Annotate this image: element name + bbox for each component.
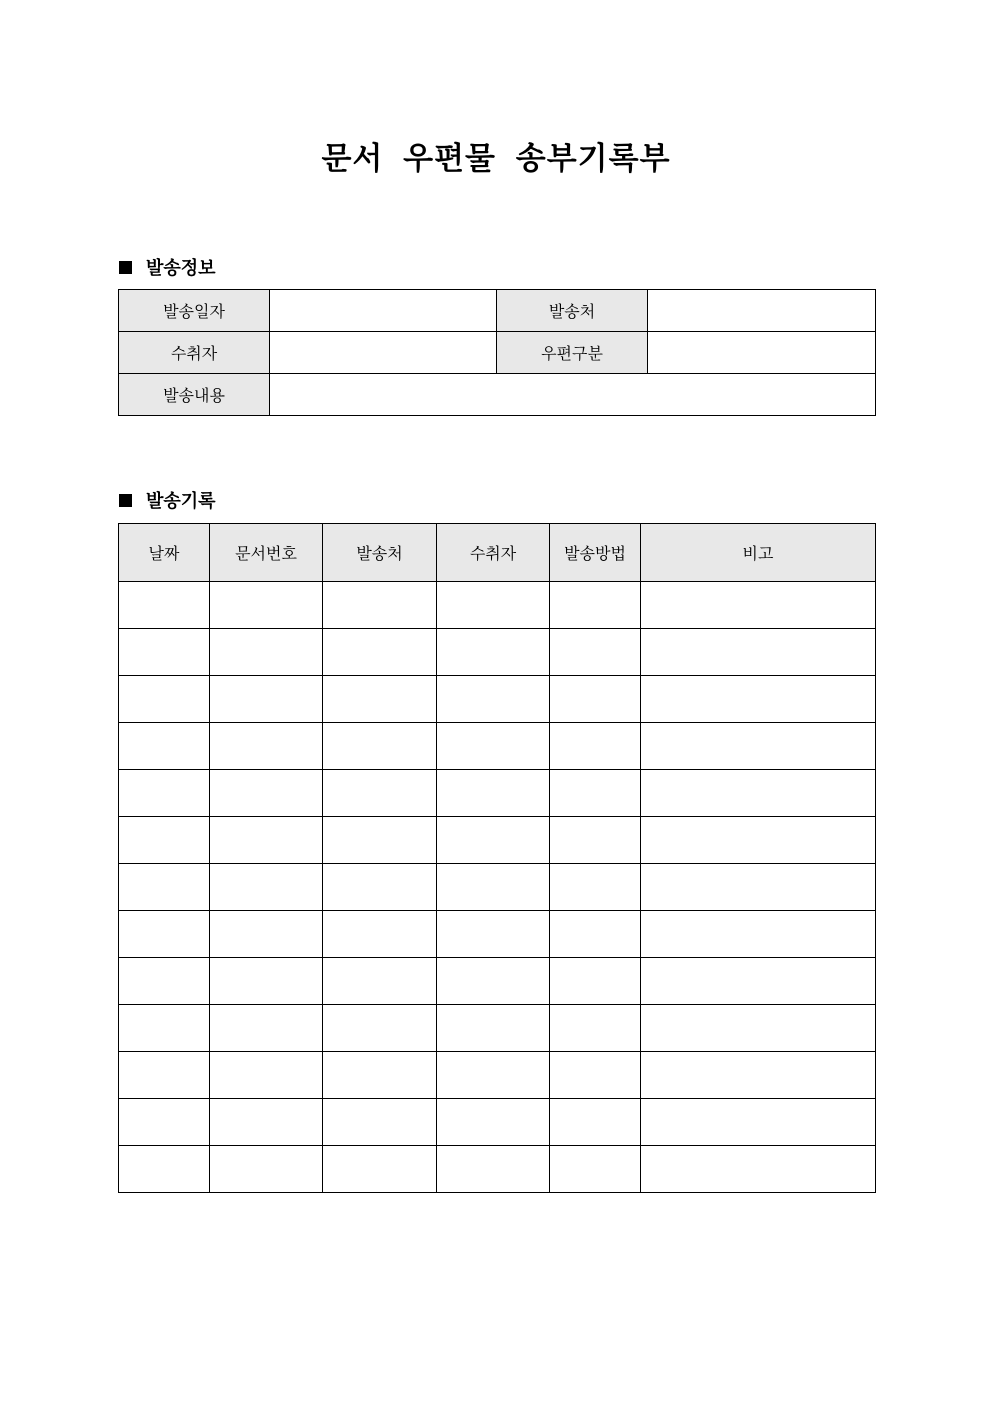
doc-number-cell[interactable] [210,582,323,629]
table-row [119,817,876,864]
table-row [119,1099,876,1146]
method-cell[interactable] [550,1052,641,1099]
destination-field[interactable] [648,290,876,332]
table-row [119,958,876,1005]
page-title: 문서 우편물 송부기록부 [321,141,671,177]
doc-number-cell[interactable] [210,864,323,911]
section-heading-records [119,487,216,513]
table-row [119,1146,876,1193]
date-cell[interactable] [119,958,210,1005]
table-header-row [119,524,876,582]
recipient-cell[interactable] [437,911,550,958]
method-cell[interactable] [550,1005,641,1052]
date-cell[interactable] [119,817,210,864]
info-row [119,332,876,374]
send-record-table [118,523,876,1193]
recipient-cell[interactable] [437,1052,550,1099]
remarks-cell[interactable] [641,1146,876,1193]
method-cell[interactable] [550,911,641,958]
method-cell[interactable] [550,817,641,864]
doc-number-cell[interactable] [210,1099,323,1146]
destination-cell[interactable] [323,911,437,958]
destination-cell[interactable] [323,582,437,629]
remarks-cell[interactable] [641,1005,876,1052]
table-row [119,629,876,676]
remarks-cell[interactable] [641,1052,876,1099]
square-bullet-icon [119,261,132,274]
column-header-recipient: 수취자 [437,524,550,582]
destination-cell[interactable] [323,770,437,817]
destination-cell[interactable] [323,1052,437,1099]
date-cell[interactable] [119,1099,210,1146]
date-cell[interactable] [119,864,210,911]
date-cell[interactable] [119,676,210,723]
method-cell[interactable] [550,958,641,1005]
table-row [119,676,876,723]
destination-label: 발송처 [497,290,648,332]
doc-number-cell[interactable] [210,770,323,817]
recipient-cell[interactable] [437,1099,550,1146]
recipient-cell[interactable] [437,629,550,676]
destination-cell[interactable] [323,1099,437,1146]
remarks-cell[interactable] [641,958,876,1005]
date-cell[interactable] [119,911,210,958]
column-header-method: 발송방법 [550,524,641,582]
method-cell[interactable] [550,676,641,723]
remarks-cell[interactable] [641,1099,876,1146]
doc-number-cell[interactable] [210,911,323,958]
method-cell[interactable] [550,770,641,817]
recipient-field[interactable] [270,332,497,374]
section-heading-label: 발송정보 [146,258,216,279]
recipient-label: 수취자 [119,332,270,374]
destination-cell[interactable] [323,1005,437,1052]
recipient-cell[interactable] [437,958,550,1005]
destination-cell[interactable] [323,1146,437,1193]
table-row [119,911,876,958]
recipient-cell[interactable] [437,817,550,864]
mail-type-label: 우편구분 [497,332,648,374]
content-field[interactable] [270,374,876,416]
remarks-cell[interactable] [641,911,876,958]
method-cell[interactable] [550,723,641,770]
table-row [119,1005,876,1052]
column-header-remarks: 비고 [641,524,876,582]
doc-number-cell[interactable] [210,723,323,770]
remarks-cell[interactable] [641,676,876,723]
doc-number-cell[interactable] [210,1146,323,1193]
date-cell[interactable] [119,1146,210,1193]
remarks-cell[interactable] [641,864,876,911]
date-cell[interactable] [119,770,210,817]
send-date-label: 발송일자 [119,290,270,332]
recipient-cell[interactable] [437,1005,550,1052]
remarks-cell[interactable] [641,629,876,676]
destination-cell[interactable] [323,676,437,723]
send-info-table [118,289,876,416]
remarks-cell[interactable] [641,817,876,864]
doc-number-cell[interactable] [210,676,323,723]
table-row [119,1052,876,1099]
column-header-doc-number: 문서번호 [210,524,323,582]
recipient-cell[interactable] [437,723,550,770]
table-row [119,582,876,629]
recipient-cell[interactable] [437,582,550,629]
destination-cell[interactable] [323,629,437,676]
destination-cell[interactable] [323,723,437,770]
recipient-cell[interactable] [437,676,550,723]
recipient-cell[interactable] [437,1146,550,1193]
date-cell[interactable] [119,582,210,629]
destination-cell[interactable] [323,958,437,1005]
method-cell[interactable] [550,1099,641,1146]
info-row [119,374,876,416]
remarks-cell[interactable] [641,770,876,817]
destination-cell[interactable] [323,864,437,911]
table-row [119,723,876,770]
section-heading-info [119,254,216,280]
date-cell[interactable] [119,1005,210,1052]
mail-type-field[interactable] [648,332,876,374]
remarks-cell[interactable] [641,582,876,629]
square-bullet-icon [119,494,132,507]
method-cell[interactable] [550,1146,641,1193]
method-cell[interactable] [550,582,641,629]
column-header-date: 날짜 [119,524,210,582]
table-row [119,864,876,911]
recipient-cell[interactable] [437,864,550,911]
doc-number-cell[interactable] [210,1052,323,1099]
date-cell[interactable] [119,723,210,770]
date-cell[interactable] [119,1052,210,1099]
table-row [119,770,876,817]
destination-cell[interactable] [323,817,437,864]
remarks-cell[interactable] [641,723,876,770]
method-cell[interactable] [550,629,641,676]
info-row [119,290,876,332]
doc-number-cell[interactable] [210,817,323,864]
send-date-field[interactable] [270,290,497,332]
date-cell[interactable] [119,629,210,676]
doc-number-cell[interactable] [210,1005,323,1052]
column-header-destination: 발송처 [323,524,437,582]
recipient-cell[interactable] [437,770,550,817]
method-cell[interactable] [550,864,641,911]
doc-number-cell[interactable] [210,629,323,676]
doc-number-cell[interactable] [210,958,323,1005]
content-label: 발송내용 [119,374,270,416]
section-heading-label: 발송기록 [146,491,216,512]
